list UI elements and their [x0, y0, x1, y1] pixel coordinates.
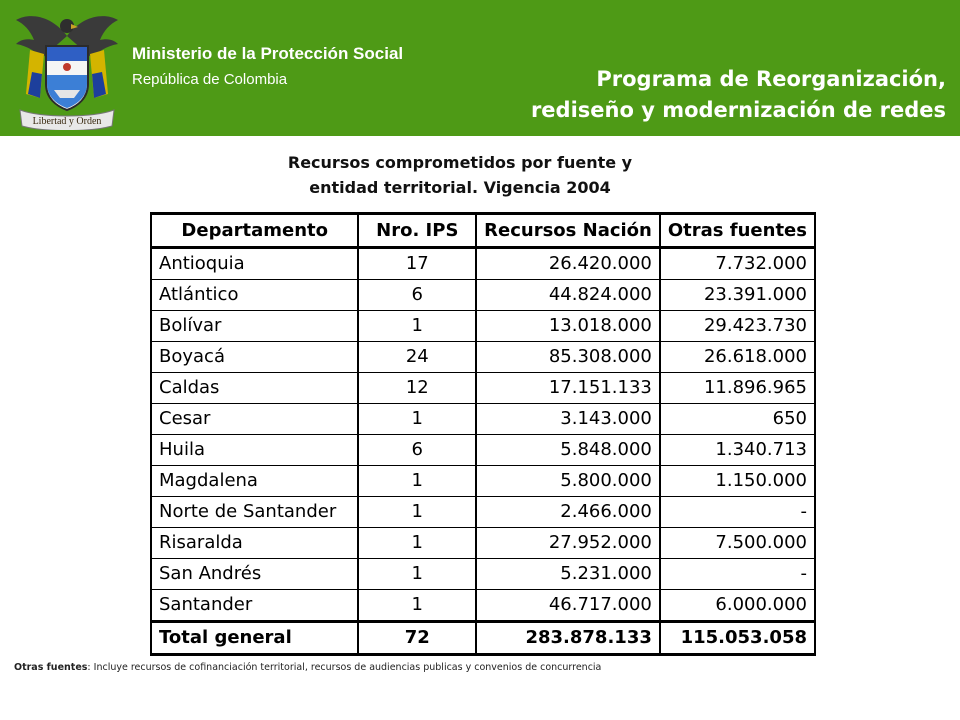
- cell-departamento: Boyacá: [151, 342, 358, 373]
- cell-departamento: San Andrés: [151, 559, 358, 590]
- ministry-name: Ministerio de la Protección Social: [132, 44, 404, 63]
- program-title: [426, 64, 946, 126]
- table-title-line-2: entidad territorial. Vigencia 2004: [309, 178, 611, 197]
- total-row: [151, 622, 815, 655]
- table-row: [151, 590, 815, 622]
- resources-table: [150, 212, 816, 656]
- cell-recursos-nacion: 5.800.000: [476, 466, 660, 497]
- cell-nro-ips: 1: [358, 559, 476, 590]
- cell-nro-ips: 1: [358, 404, 476, 435]
- cell-otras-fuentes: -: [660, 559, 815, 590]
- cell-recursos-nacion: 44.824.000: [476, 280, 660, 311]
- table-row: [151, 435, 815, 466]
- table-row: [151, 404, 815, 435]
- total-otras-fuentes: 115.053.058: [660, 622, 815, 655]
- table-row: [151, 280, 815, 311]
- cell-departamento: Cesar: [151, 404, 358, 435]
- program-title-line-1: Programa de Reorganización,: [596, 67, 946, 91]
- table-header-row: [151, 214, 815, 248]
- cell-otras-fuentes: 26.618.000: [660, 342, 815, 373]
- cell-nro-ips: 1: [358, 590, 476, 622]
- cell-nro-ips: 24: [358, 342, 476, 373]
- header-band: [0, 0, 960, 136]
- cell-departamento: Atlántico: [151, 280, 358, 311]
- cell-recursos-nacion: 46.717.000: [476, 590, 660, 622]
- country-name: República de Colombia: [132, 71, 288, 88]
- cell-otras-fuentes: 1.340.713: [660, 435, 815, 466]
- column-header-recursos-nacion: Recursos Nación: [476, 214, 660, 248]
- table-row: [151, 248, 815, 280]
- cell-nro-ips: 1: [358, 497, 476, 528]
- cell-recursos-nacion: 2.466.000: [476, 497, 660, 528]
- cell-recursos-nacion: 5.848.000: [476, 435, 660, 466]
- cell-nro-ips: 1: [358, 466, 476, 497]
- program-title-line-2: rediseño y modernización de redes: [530, 98, 946, 122]
- cell-otras-fuentes: 23.391.000: [660, 280, 815, 311]
- cell-nro-ips: 12: [358, 373, 476, 404]
- cell-recursos-nacion: 13.018.000: [476, 311, 660, 342]
- cell-otras-fuentes: 1.150.000: [660, 466, 815, 497]
- table-row: [151, 466, 815, 497]
- cell-otras-fuentes: 650: [660, 404, 815, 435]
- cell-otras-fuentes: -: [660, 497, 815, 528]
- cell-nro-ips: 6: [358, 280, 476, 311]
- table-row: [151, 373, 815, 404]
- total-label: Total general: [151, 622, 358, 655]
- cell-departamento: Caldas: [151, 373, 358, 404]
- column-header-otras-fuentes: Otras fuentes: [660, 214, 815, 248]
- footnote: [14, 662, 601, 673]
- cell-recursos-nacion: 17.151.133: [476, 373, 660, 404]
- table-row: [151, 497, 815, 528]
- cell-recursos-nacion: 5.231.000: [476, 559, 660, 590]
- cell-departamento: Risaralda: [151, 528, 358, 559]
- cell-nro-ips: 6: [358, 435, 476, 466]
- cell-recursos-nacion: 3.143.000: [476, 404, 660, 435]
- cell-otras-fuentes: 7.500.000: [660, 528, 815, 559]
- table-row: [151, 342, 815, 373]
- cell-departamento: Magdalena: [151, 466, 358, 497]
- cell-recursos-nacion: 27.952.000: [476, 528, 660, 559]
- cell-otras-fuentes: 7.732.000: [660, 248, 815, 280]
- cell-nro-ips: 1: [358, 311, 476, 342]
- cell-otras-fuentes: 11.896.965: [660, 373, 815, 404]
- cell-departamento: Antioquia: [151, 248, 358, 280]
- crest-motto-text: Libertad y Orden: [32, 116, 102, 127]
- footnote-label: Otras fuentes: [14, 662, 88, 673]
- table-row: [151, 528, 815, 559]
- cell-departamento: Huila: [151, 435, 358, 466]
- table-title-line-1: Recursos comprometidos por fuente y: [287, 153, 633, 172]
- cell-recursos-nacion: 26.420.000: [476, 248, 660, 280]
- footnote-text: : Incluye recursos de cofinanciación territorial, recursos de audiencias publicas y convenios de concurrencia: [87, 662, 602, 673]
- table-title: [230, 150, 690, 200]
- cell-nro-ips: 17: [358, 248, 476, 280]
- cell-departamento: Bolívar: [151, 311, 358, 342]
- cell-otras-fuentes: 29.423.730: [660, 311, 815, 342]
- cell-departamento: Santander: [151, 590, 358, 622]
- cell-nro-ips: 1: [358, 528, 476, 559]
- total-nro-ips: 72: [358, 622, 476, 655]
- cell-departamento: Norte de Santander: [151, 497, 358, 528]
- total-recursos-nacion: 283.878.133: [476, 622, 660, 655]
- column-header-departamento: Departamento: [151, 214, 358, 248]
- table-row: [151, 559, 815, 590]
- coat-of-arms-icon: [12, 6, 122, 130]
- table-row: [151, 311, 815, 342]
- table-body: [151, 248, 815, 622]
- cell-otras-fuentes: 6.000.000: [660, 590, 815, 622]
- column-header-nro-ips: Nro. IPS: [358, 214, 476, 248]
- cell-recursos-nacion: 85.308.000: [476, 342, 660, 373]
